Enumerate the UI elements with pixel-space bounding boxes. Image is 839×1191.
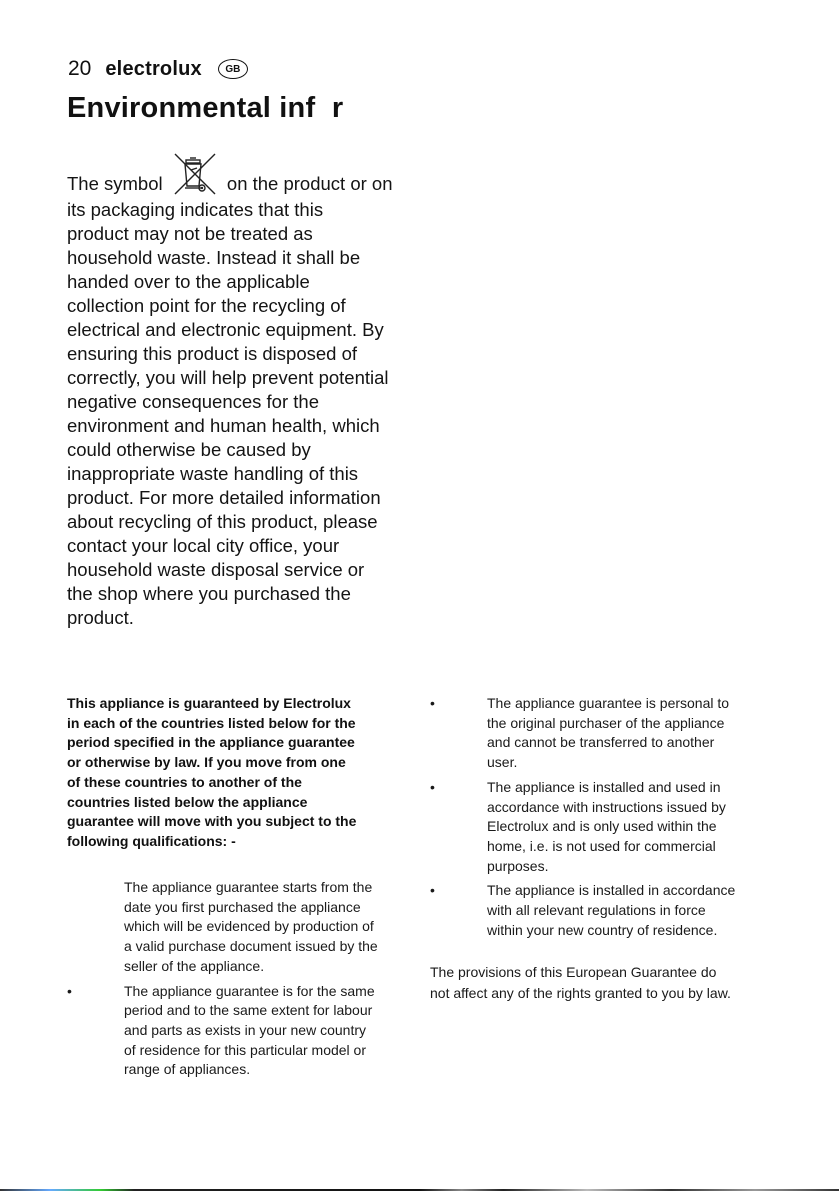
environment-line: household waste. Instead it shall be [67, 247, 361, 268]
brand-name: electrolux [105, 57, 202, 80]
environment-text: on the product or on [226, 173, 393, 194]
condition-line: date you first purchased the appliance [124, 898, 361, 915]
environment-line: household waste disposal service or [67, 559, 365, 580]
environment-line: could otherwise be caused by [67, 439, 311, 460]
closing-line: not affect any of the rights granted to you by law. [430, 985, 731, 1001]
language-badge: GB [218, 59, 248, 79]
condition-item [430, 694, 775, 773]
environment-paragraph [67, 172, 417, 630]
condition-item [430, 778, 775, 877]
condition-line: purposes. [487, 857, 549, 874]
guarantee-intro-line: guarantee will move with you subject to the [67, 813, 357, 830]
bullet-icon: • [67, 982, 72, 999]
condition-line: and cannot be transferred to another [487, 734, 715, 751]
guarantee-intro-line: countries listed below the appliance [67, 793, 308, 810]
closing-line: The provisions of this European Guarantee do [430, 964, 717, 980]
condition-line: The appliance guarantee is for the same [124, 982, 375, 999]
environment-line: product. For more detailed information [67, 487, 381, 508]
condition-line: The appliance guarantee is personal to [487, 695, 730, 711]
environment-lead-in: The symbol [67, 173, 163, 194]
crossed-out-wheelie-bin-icon [171, 150, 219, 198]
page-header [68, 56, 248, 82]
bullet-icon: • [430, 882, 435, 899]
condition-item [430, 881, 775, 940]
condition-line: accordance with instructions issued by [487, 798, 726, 815]
environment-line: inappropriate waste handling of this [67, 463, 359, 484]
condition-line: which will be evidenced by production of [124, 918, 374, 935]
condition-line: The appliance is installed and used in [487, 778, 721, 795]
condition-line: the original purchaser of the appliance [487, 714, 725, 731]
environment-line: collection point for the recycling of [67, 295, 346, 316]
condition-line: user. [487, 754, 518, 771]
page-number: 20 [68, 57, 92, 80]
section-title: Environmental inf r [67, 92, 344, 124]
condition-line: and parts as exists in your new country [124, 1021, 367, 1038]
environment-line: the shop where you purchased the [67, 583, 351, 604]
bullet-icon: • [430, 695, 435, 711]
condition-line: with all relevant regulations in force [487, 902, 706, 919]
condition-line: period and to the same extent for labour [124, 1002, 373, 1019]
condition-line: The appliance is installed in accordance [487, 882, 736, 899]
environment-line: contact your local city office, your [67, 535, 340, 556]
guarantee-intro-line: period specified in the appliance guarantee [67, 734, 355, 751]
environment-line: electrical and electronic equipment. By [67, 319, 384, 340]
guarantee-intro-line: following qualifications: - [67, 832, 236, 849]
environment-line: negative consequences for the [67, 391, 319, 412]
condition-line: within your new country of residence. [487, 921, 718, 938]
environment-line: handed over to the applicable [67, 271, 310, 292]
condition-line: The appliance guarantee starts from the [124, 879, 373, 895]
environment-line: about recycling of this product, please [67, 511, 378, 532]
condition-line: Electrolux and is only used within the [487, 818, 717, 835]
bullet-icon: • [430, 778, 435, 795]
environment-line: its packaging indicates that this [67, 199, 324, 220]
environment-line: product may not be treated as [67, 223, 313, 244]
environment-line: correctly, you will help prevent potential [67, 367, 389, 388]
condition-line: a valid purchase document issued by the [124, 938, 378, 955]
condition-item [67, 982, 412, 1081]
condition-line: home, i.e. is not used for commercial [487, 837, 716, 854]
environment-line-0 [67, 172, 417, 198]
guarantee-conditions-left [67, 878, 412, 1085]
condition-line: range of appliances. [124, 1061, 251, 1078]
guarantee-intro-line: This appliance is guaranteed by Electrolux [67, 695, 351, 711]
guarantee-conditions-right [430, 694, 775, 945]
condition-line: seller of the appliance. [124, 957, 265, 974]
guarantee-intro-line: of these countries to another of the [67, 773, 302, 790]
condition-item [67, 878, 412, 977]
environment-line: ensuring this product is disposed of [67, 343, 358, 364]
guarantee-intro-line: in each of the countries listed below for the [67, 714, 356, 731]
environment-line: environment and human health, which [67, 415, 380, 436]
guarantee-closing-statement [430, 962, 780, 1004]
guarantee-intro [67, 694, 407, 852]
guarantee-intro-line: or otherwise by law. If you move from one [67, 754, 346, 771]
environment-line: product. [67, 607, 134, 628]
condition-line: of residence for this particular model or [124, 1041, 366, 1058]
